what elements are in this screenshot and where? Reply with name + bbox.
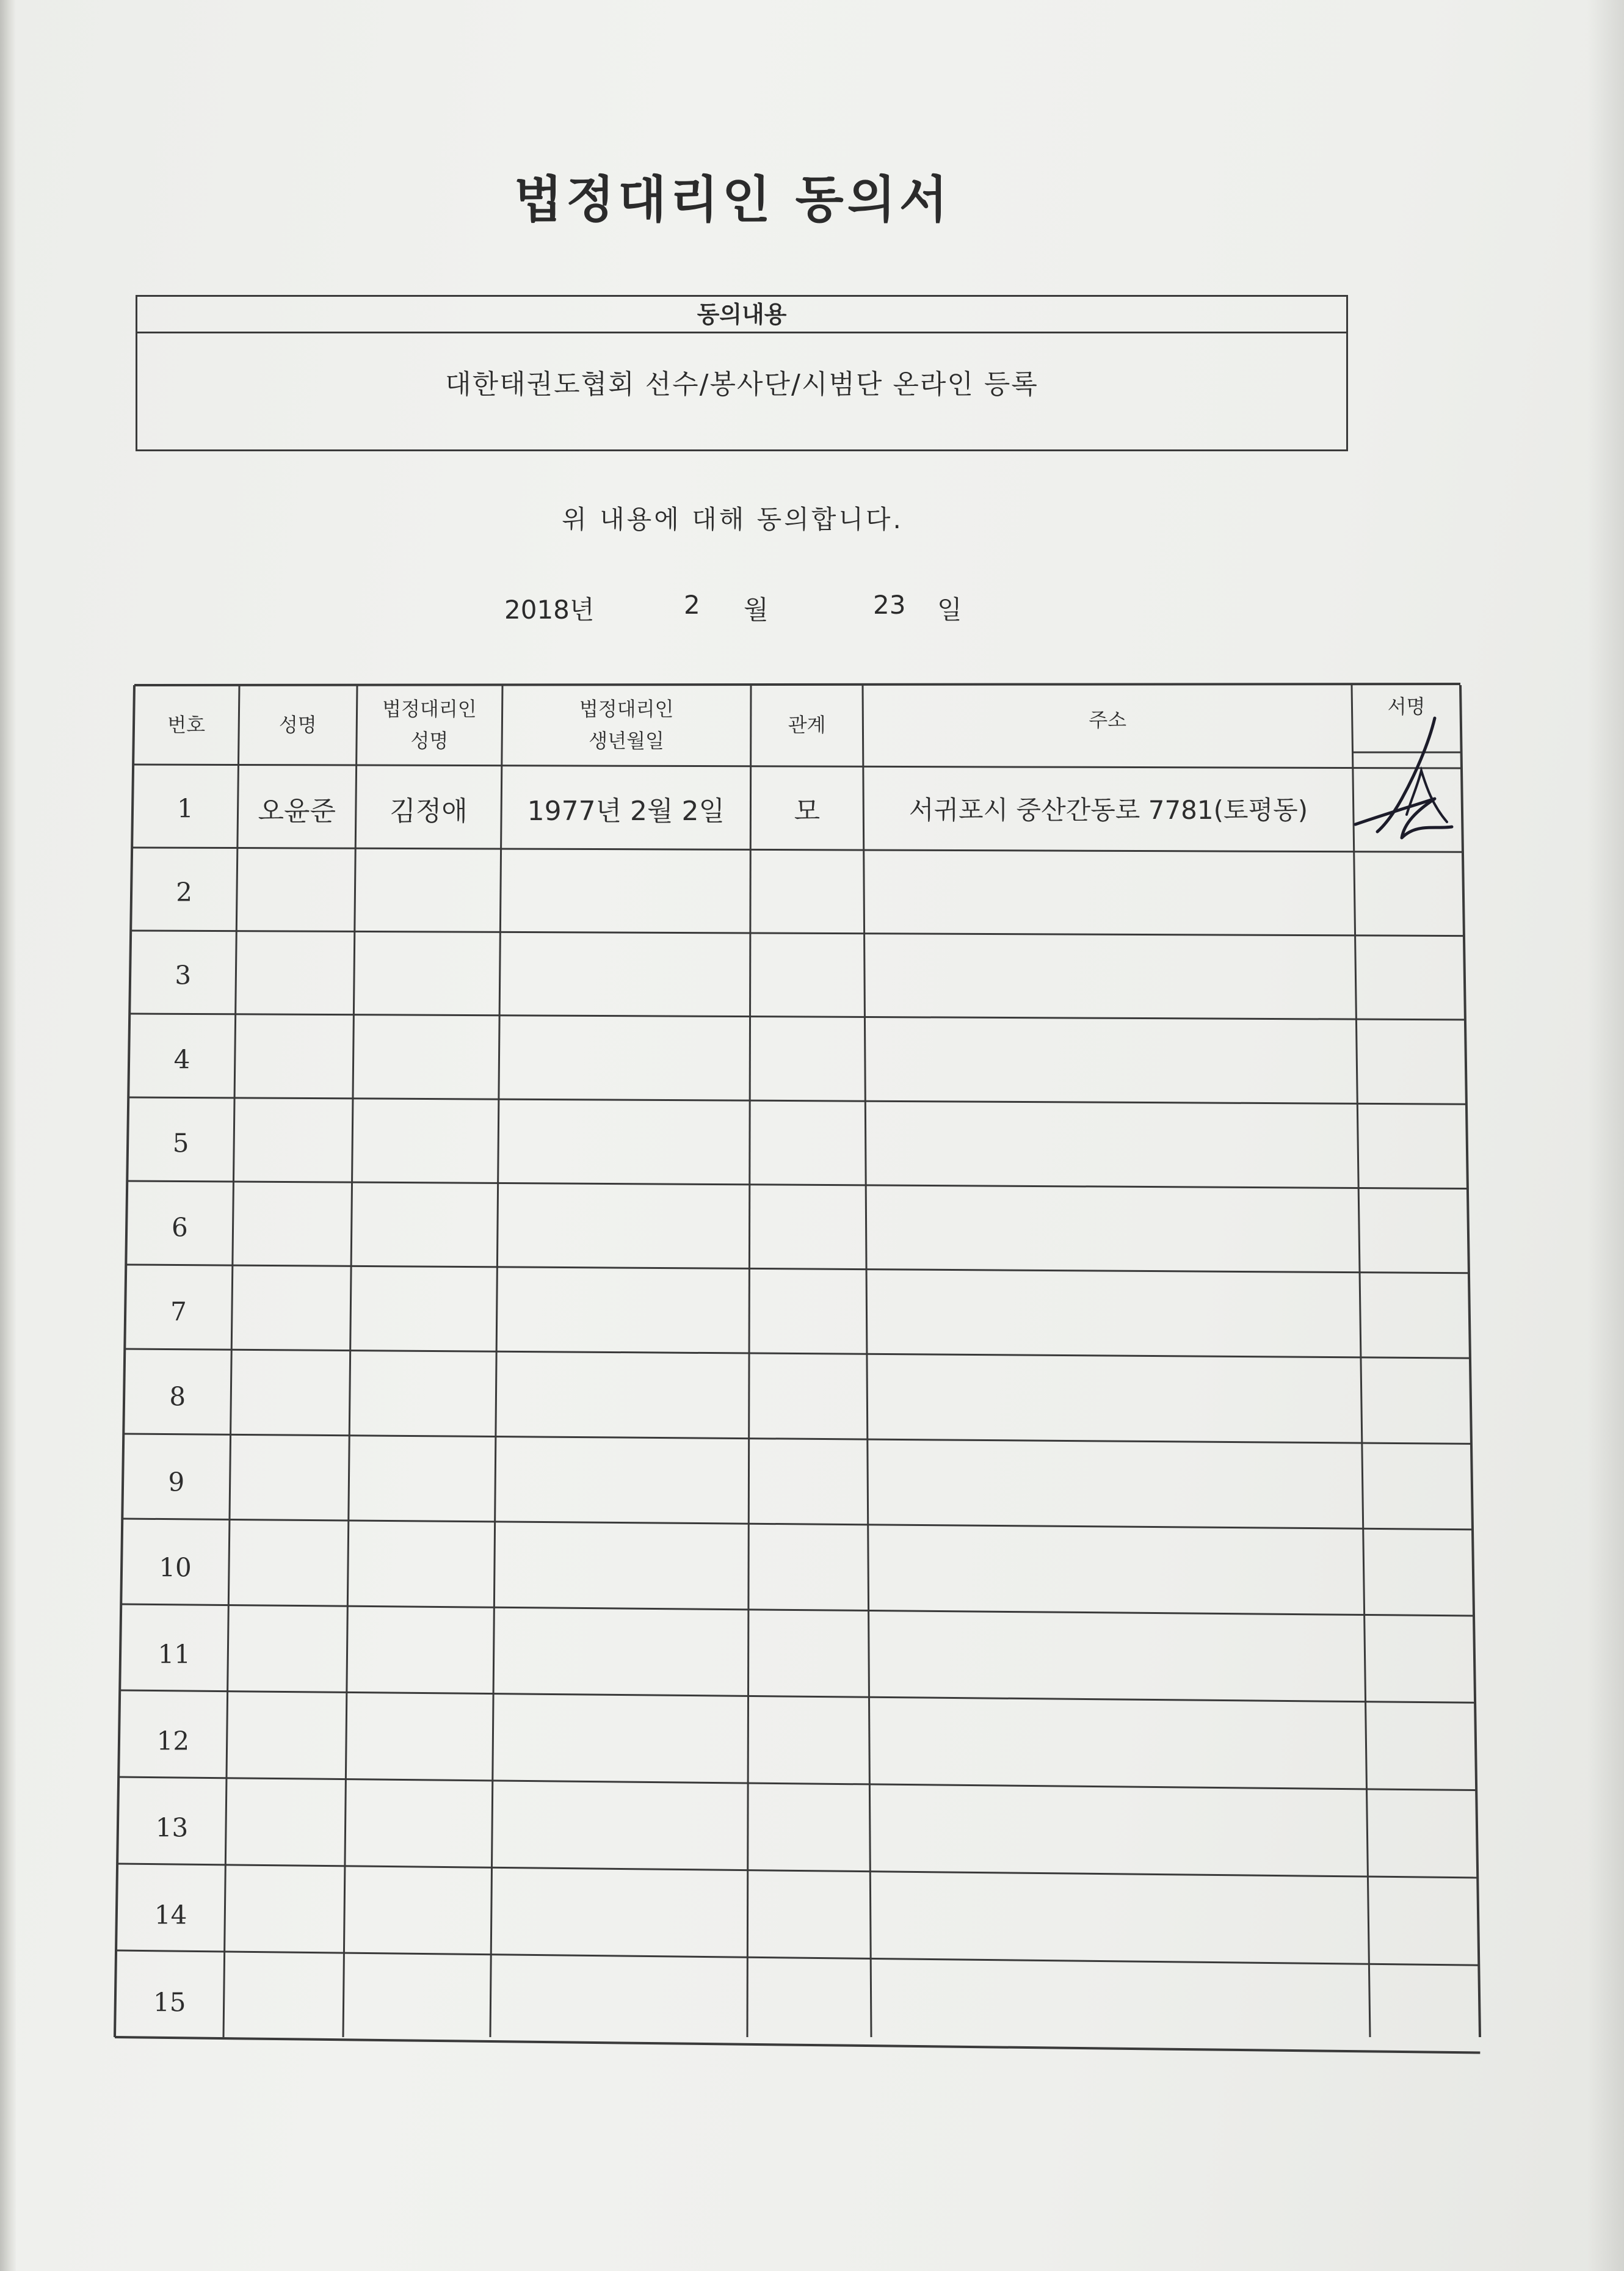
table-row-rule (121, 1604, 1474, 1616)
date-day-unit: 일 (937, 595, 962, 625)
date-month-unit: 월 (744, 595, 769, 625)
cell-relation: 모 (794, 796, 821, 827)
table-row-rule (123, 1434, 1471, 1444)
row-number: 9 (168, 1467, 185, 1497)
row-number: 4 (173, 1044, 190, 1075)
agreement-statement: 위 내용에 대해 동의합니다. (562, 504, 904, 534)
header-signature: 서명 (1387, 695, 1426, 718)
table-row-rule (127, 1181, 1468, 1189)
row-number: 2 (176, 877, 192, 907)
date-day: 23 (873, 590, 906, 620)
table-row-rule (115, 2037, 1480, 2053)
header-address: 주소 (1089, 708, 1127, 732)
table-row-rule (126, 1265, 1469, 1273)
table-column-rule (863, 685, 871, 2037)
table-row-rule (117, 1864, 1477, 1878)
row-number: 10 (159, 1552, 192, 1583)
table-column-rule (1352, 685, 1370, 2037)
cell-name: 오윤준 (258, 796, 336, 827)
handwritten-signature (1343, 707, 1465, 854)
table-column-rule (115, 685, 134, 2037)
row-number: 13 (155, 1812, 189, 1843)
table-row-rule (128, 1097, 1466, 1104)
header-guardian-name: 법정대리인 (382, 697, 477, 721)
row-number: 3 (175, 960, 192, 990)
row-number: 12 (156, 1726, 190, 1756)
document-title: 법정대리인 동의서 (513, 170, 952, 229)
table-row-rule (132, 848, 1463, 852)
header-guardian-birth: 법정대리인 (579, 697, 674, 721)
header-guardian-name-sub: 성명 (410, 729, 449, 752)
table-row-rule (129, 1014, 1465, 1020)
table-row-rule (122, 1519, 1473, 1530)
row-number: 5 (172, 1128, 189, 1158)
table-row-rule (133, 765, 1462, 768)
header-relation: 관계 (788, 713, 826, 736)
row-number: 11 (158, 1639, 190, 1669)
table-column-rule (343, 685, 357, 2037)
table-row-rule (125, 1349, 1470, 1358)
row-number: 6 (171, 1212, 188, 1243)
consent-box-header: 동의내용 (137, 297, 1346, 333)
row-number: 15 (153, 1987, 186, 2018)
table-row-rule (131, 931, 1464, 936)
cell-address: 서귀포시 중산간동로 7781(토평동) (908, 795, 1308, 825)
table-column-rule (223, 685, 239, 2037)
header-guardian-birth-sub: 생년월일 (589, 729, 664, 752)
table-row-rule (116, 1950, 1479, 1965)
row-number: 8 (169, 1381, 186, 1412)
consent-box-content: 대한태권도협회 선수/봉사단/시범단 온라인 등록 (445, 369, 1039, 400)
table-row-rule (118, 1777, 1476, 1790)
cell-guardian-name: 김정애 (390, 796, 468, 827)
row-number: 7 (170, 1296, 187, 1327)
table-row-rule (120, 1690, 1475, 1702)
cell-guardian-birth: 1977년 2월 2일 (527, 796, 725, 827)
row-number: 14 (154, 1900, 187, 1930)
table-column-rule (490, 685, 502, 2037)
row-number: 1 (176, 793, 194, 824)
header-name: 성명 (278, 713, 317, 736)
date-month: 2 (684, 590, 700, 620)
table-column-rule (747, 685, 751, 2037)
date-year: 2018년 (504, 595, 595, 625)
table-top-rule (134, 684, 1460, 685)
table-column-rule (1460, 685, 1480, 2037)
header-number: 번호 (167, 713, 206, 736)
